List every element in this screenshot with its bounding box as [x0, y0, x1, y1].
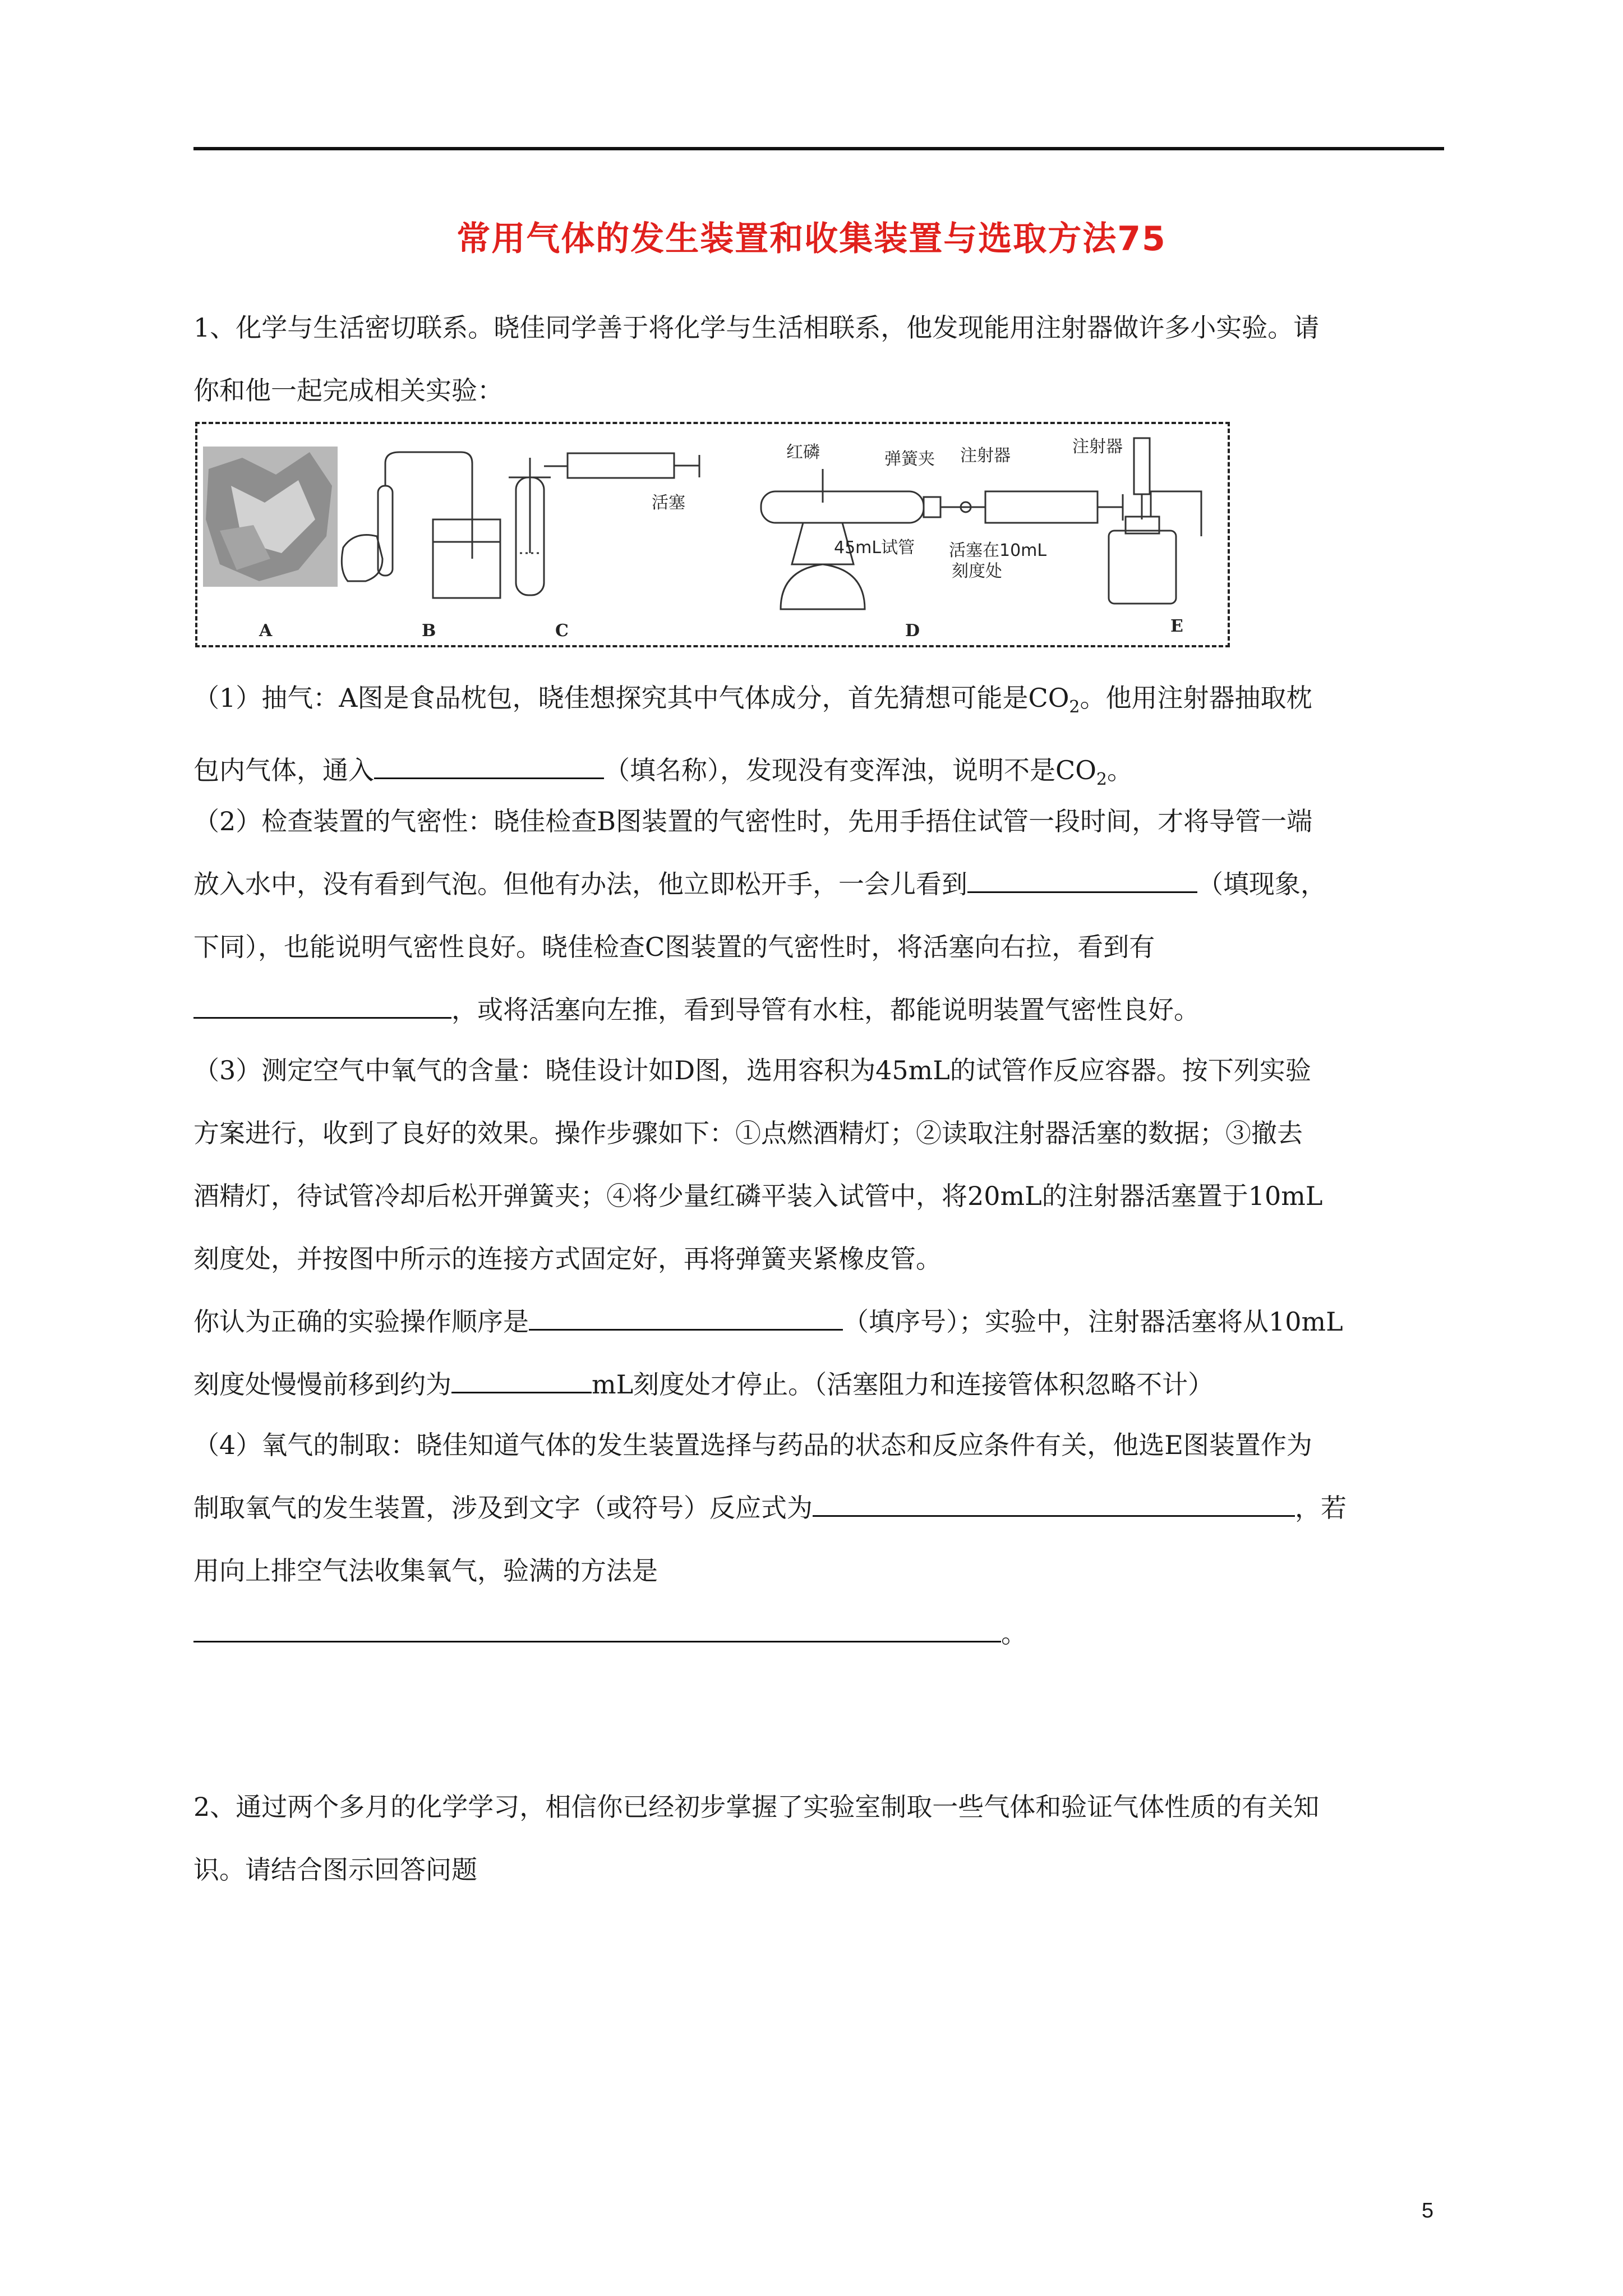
- figure-e-generator: [1109, 438, 1201, 604]
- answer-blank-volume[interactable]: [451, 1366, 592, 1393]
- q1-part4-line3: 用向上排空气法收集氧气，验满的方法是: [193, 1556, 658, 1586]
- q2-line1: 2、通过两个多月的化学学习，相信你已经初步掌握了实验室制取一些气体和验证气体性质的有关知: [193, 1792, 1320, 1822]
- q1-part4-line2: 制取氧气的发生装置，涉及到文字（或符号）反应式为 ，若: [193, 1476, 1444, 1539]
- q1-part3-line3: 酒精灯，待试管冷却后松开弹簧夹；④将少量红磷平装入试管中，将20mL的注射器活塞置于10mL: [193, 1181, 1323, 1211]
- letter-b: B: [422, 621, 436, 641]
- label-huosai-10ml: 活塞在10mL: [949, 541, 1047, 560]
- answer-blank-verify-full[interactable]: [193, 1615, 1001, 1642]
- q1-part3-line5: 你认为正确的实验操作顺序是 （填序号）；实验中，注射器活塞将从10mL: [193, 1290, 1444, 1353]
- page-title: 常用气体的发生装置和收集装置与选取方法75: [457, 219, 1166, 259]
- formula-co2-2: $CO_2$: [1055, 755, 1108, 790]
- figure-d-oxygen-measure: [761, 469, 1123, 609]
- header-rule: [193, 147, 1444, 150]
- q1-part4-line1: （4）氧气的制取：晓佳知道气体的发生装置选择与药品的状态和反应条件有关，他选E图装置作为: [193, 1430, 1312, 1460]
- apparatus-diagram: [197, 424, 1232, 650]
- figure-b-airtightness: [342, 452, 500, 598]
- label-kedu: 刻度处: [952, 562, 1002, 581]
- letter-c: C: [555, 621, 569, 641]
- q1-part1-line2: 包内气体，通入 （填名称），发现没有变浑浊，说明不是$CO_2$。: [193, 739, 1444, 811]
- label-huosai: 活塞: [652, 493, 685, 513]
- label-zhusheqi-e: 注射器: [1072, 437, 1123, 457]
- q1-part3-line6: 刻度处慢慢前移到约为 mL刻度处才停止。（活塞阻力和连接管体积忽略不计）: [193, 1353, 1444, 1416]
- figure-a-pillow: [203, 447, 338, 587]
- letter-a: A: [259, 621, 273, 641]
- q1-part4-line4: 。: [193, 1602, 1444, 1665]
- answer-blank-reagent[interactable]: [374, 752, 604, 779]
- q1-part2-line4: ，或将活塞向左推，看到导管有水柱，都能说明装置气密性良好。: [193, 978, 1444, 1041]
- q1-part1-line1: （1）抽气：A图是食品枕包，晓佳想探究其中气体成分，首先猜想可能是$CO_2$。他用注射器抽取枕: [193, 683, 1312, 717]
- label-zhusheqi: 注射器: [960, 446, 1011, 466]
- q1-intro-line2: 你和他一起完成相关实验：: [193, 375, 503, 406]
- experiment-figure: [195, 422, 1230, 647]
- q1-intro: [193, 296, 1444, 422]
- page-number: 5: [1422, 2199, 1434, 2223]
- q1-part2: [193, 790, 1444, 1041]
- answer-blank-phenomenon-c[interactable]: [193, 991, 451, 1019]
- answer-blank-phenomenon-b[interactable]: [967, 866, 1197, 893]
- q2-intro: [193, 1775, 1444, 1901]
- q1-part2-line2: 放入水中，没有看到气泡。但他有办法，他立即松开手，一会儿看到 （填现象，: [193, 853, 1444, 915]
- letter-e: E: [1170, 616, 1183, 636]
- answer-blank-order[interactable]: [529, 1303, 843, 1331]
- q1-part2-line1: （2）检查装置的气密性：晓佳检查B图装置的气密性时，先用手捂住试管一段时间，才将导管一端: [193, 806, 1313, 836]
- q1-part3-line2: 方案进行，收到了良好的效果。操作步骤如下：①点燃酒精灯；②读取注射器活塞的数据；③撤去: [193, 1118, 1303, 1148]
- figure-c-syringe-tube: [509, 453, 699, 595]
- q1-part2-line3: 下同），也能说明气密性良好。晓佳检查C图装置的气密性时，将活塞向右拉，看到有: [193, 932, 1155, 962]
- answer-blank-equation[interactable]: [813, 1489, 1295, 1517]
- label-honglin: 红磷: [786, 443, 820, 462]
- q1-part4: [193, 1414, 1444, 1665]
- formula-co2: $CO_2$: [1028, 683, 1080, 717]
- q2-line2: 识。请结合图示回答问题: [193, 1855, 477, 1885]
- q1-part3: [193, 1039, 1444, 1416]
- q1-part3-line1: （3）测定空气中氧气的含量：晓佳设计如D图，选用容积为45mL的试管作反应容器。按下列实验: [193, 1055, 1311, 1085]
- q1-part3-line4: 刻度处，并按图中所示的连接方式固定好，再将弹簧夹紧橡皮管。: [193, 1244, 942, 1274]
- letter-d: D: [905, 621, 920, 641]
- q1-intro-line1: 1、化学与生活密切联系。晓佳同学善于将化学与生活相联系，他发现能用注射器做许多小实验。请: [193, 312, 1320, 343]
- label-shiguan: 45mL试管: [834, 538, 915, 558]
- label-danhuangjia: 弹簧夹: [884, 449, 935, 469]
